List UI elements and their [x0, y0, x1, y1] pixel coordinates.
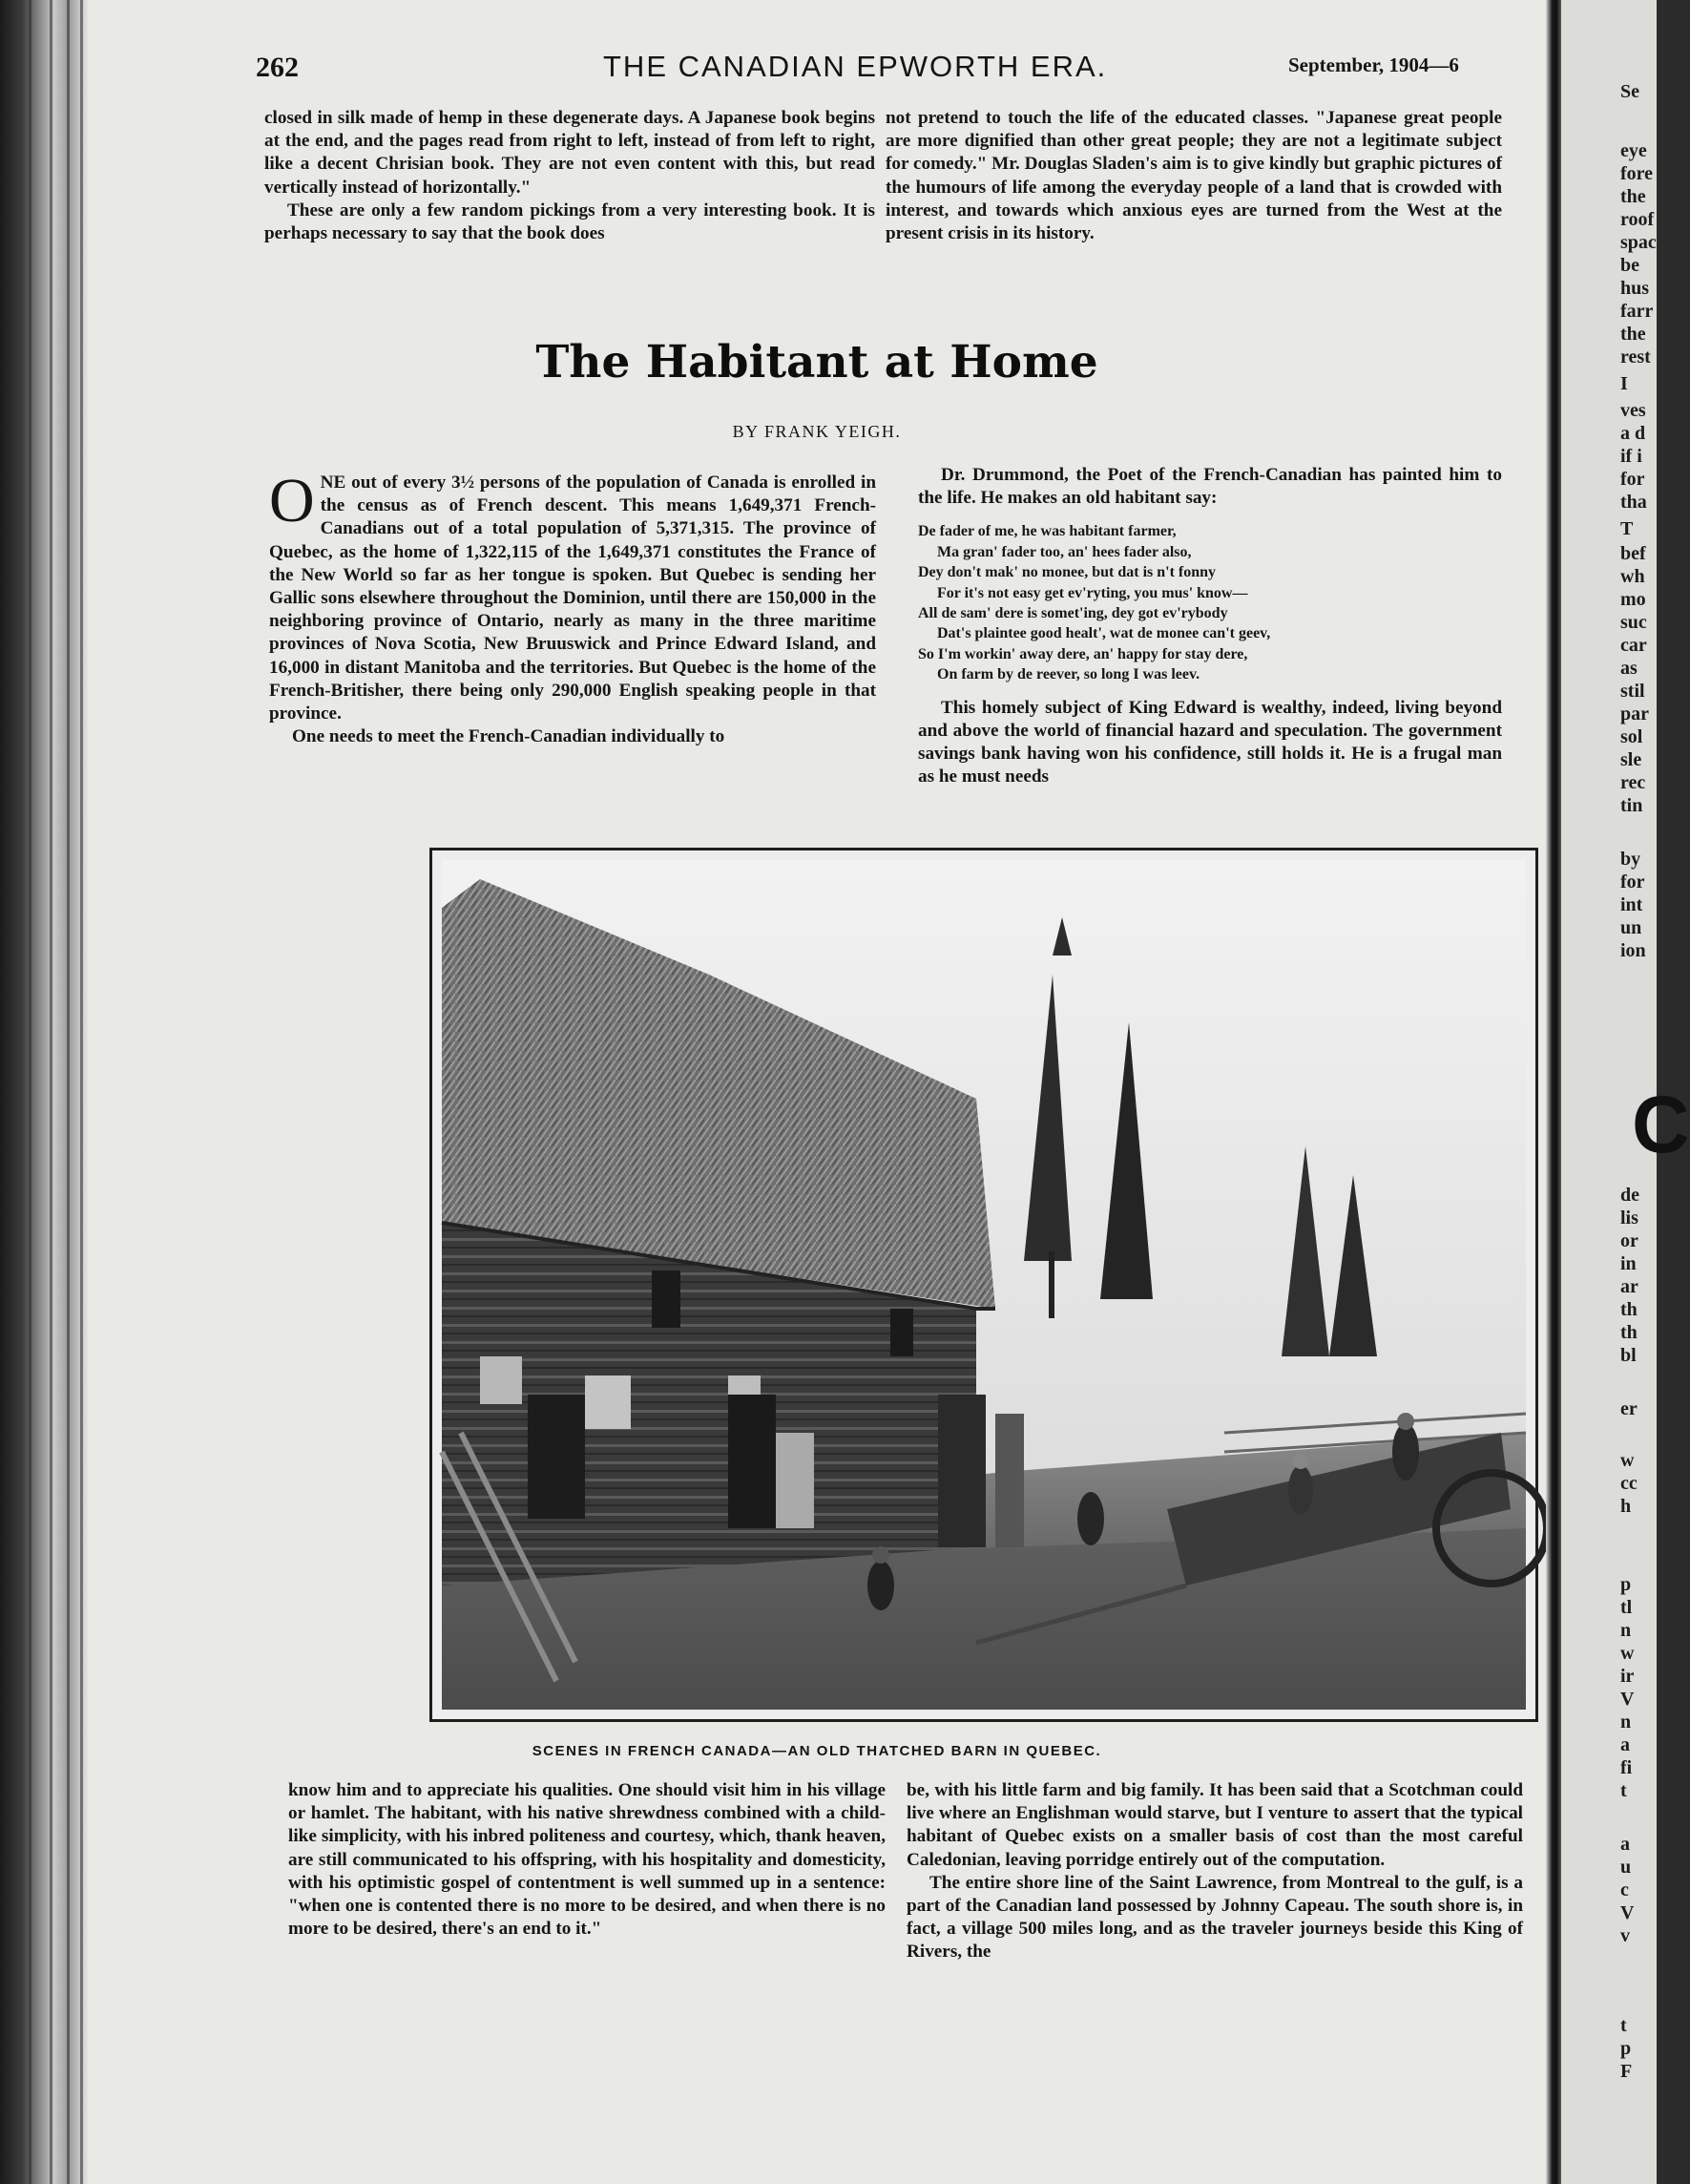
text-fragment: in [1620, 1253, 1637, 1274]
text-fragment: eye [1620, 140, 1647, 161]
text-fragment: u [1620, 1857, 1632, 1878]
intro-right-column [886, 107, 1502, 245]
paragraph: The entire shore line of the Saint Lawrence, from Montreal to the gulf, is a part of the Canadian land possessed by Johnny Capeau. The south shore is, in fact, a village 500 miles long, and as the traveler journeys beside this King of Rivers, the [907, 1872, 1523, 1963]
text-fragment: n [1620, 1712, 1632, 1732]
paragraph: NE out of every 3½ persons of the population of Canada is enrolled in the census as of French descent. This means 1,649,371 French-Canadians out of a total population of 5,371,315. The province of Quebec, as the home of 1,322,115 of the 1,649,371 constitutes the France of the New World so far as her tongue is spoken. But Quebec is sending her Gallic sons elsewhere throughout the Dominion, until there are 150,000 in the neighboring province of Ontario, nearly as many in the three maritime provinces of Nova Scotia, New Bruuswick and Prince Edward Island, and 16,000 in distant Manitoba and the territories. But Quebec is the home of the French-Britisher, there being only 290,000 English speaking people in that province. [269, 472, 876, 724]
article-bottom-left-column [288, 1779, 886, 1941]
text-fragment: farr [1620, 301, 1654, 322]
page-gutter [1546, 0, 1561, 2184]
paragraph: One needs to meet the French-Canadian individually to [292, 726, 725, 747]
text-fragment: a d [1620, 423, 1646, 444]
article-bottom-right-column [907, 1779, 1523, 1964]
paragraph: This homely subject of King Edward is wealthy, indeed, living beyond and above the world of financial hazard and speculation. The government savings bank having won his confidence, still holds it. He is a frugal man as he must needs [918, 697, 1502, 788]
verse-line: Dat's plaintee good healt', wat de monee can't geev, [937, 625, 1271, 642]
poem-verse [918, 521, 1502, 684]
text-fragment: v [1620, 1925, 1630, 1946]
text-fragment: h [1620, 1496, 1632, 1517]
text-fragment: int [1620, 894, 1643, 915]
text-fragment: Se [1620, 81, 1639, 102]
text-fragment: F [1620, 2061, 1633, 2082]
paragraph: be, with his little farm and big family. It has been said that a Scotchman could live where an Englishman would starve, but I venture to assert that the typical habitant of Quebec exists on a smaller basis of cost than the most careful Caledonian, leaving porridge entirely out of the computation. [907, 1780, 1523, 1870]
text-fragment: tin [1620, 795, 1643, 816]
photo-caption: SCENES IN FRENCH CANADA—AN OLD THATCHED BARN IN QUEBEC. [532, 1743, 1102, 1759]
verse-line: So I'm workin' away dere, an' happy for stay dere, [918, 645, 1248, 662]
publication-title: THE CANADIAN EPWORTH ERA. [603, 50, 1108, 83]
text-fragment: th [1620, 1322, 1638, 1343]
article-title: The Habitant at Home [535, 336, 1098, 388]
text-fragment: suc [1620, 612, 1647, 633]
text-fragment: I [1620, 373, 1628, 394]
paragraph: not pretend to touch the life of the educated classes. "Japanese great people are more dignified than other great people; they are not a legitimate subject for comedy." Mr. Douglas Sladen's aim is to give kindly but graphic pictures of the humours of life among the everyday people of a land that is crowded with interest, and towards which anxious eyes are turned from the West at the present crisis in its history. [886, 108, 1502, 244]
article-left-column [269, 466, 876, 748]
text-fragment: the [1620, 186, 1646, 207]
text-fragment: bef [1620, 543, 1646, 564]
text-fragment: for [1620, 469, 1645, 490]
text-fragment: p [1620, 2038, 1632, 2059]
adjacent-page-edge [1561, 0, 1690, 2184]
text-fragment: de [1620, 1185, 1639, 1206]
verse-line: All de sam' dere is somet'ing, dey got ev'rybody [918, 605, 1228, 622]
text-fragment: c [1620, 1880, 1629, 1900]
text-fragment: the [1620, 324, 1646, 345]
text-fragment: p [1620, 1574, 1632, 1595]
text-fragment: V [1620, 1689, 1635, 1710]
thatched-barn-photo [442, 860, 1526, 1710]
text-fragment: a [1620, 1734, 1630, 1755]
text-fragment: or [1620, 1230, 1638, 1251]
text-fragment: ir [1620, 1666, 1635, 1687]
text-fragment: par [1620, 704, 1649, 724]
issue-date: September, 1904—6 [1288, 53, 1459, 76]
paragraph: These are only a few random pickings from a very interesting book. It is perhaps necessary to say that the book does [264, 200, 875, 244]
text-fragment: V [1620, 1902, 1635, 1923]
paragraph: Dr. Drummond, the Poet of the French-Canadian has painted him to the life. He makes an old habitant say: [918, 465, 1502, 509]
verse-line: Dey don't mak' no monee, but dat is n't fonny [918, 564, 1217, 581]
text-fragment: car [1620, 635, 1647, 656]
text-fragment: t [1620, 2015, 1627, 2036]
text-fragment: stil [1620, 681, 1645, 702]
text-fragment: ion [1620, 940, 1646, 961]
large-initial: C [1632, 1080, 1690, 1169]
paragraph: know him and to appreciate his qualities. One should visit him in his village or hamlet. The habitant, with his native shrewdness combined with a child-like simplicity, with his inbred politeness and courtesy, which, thank heaven, are still communicated to his offspring, with his hospitality and domesticity, with his optimistic gospel of contentment is well summed up in a sentence: "when one is contented there is no more to be desired, and when there is no more to be desired, there's an end to it." [288, 1780, 886, 1940]
text-fragment: er [1620, 1398, 1638, 1419]
text-fragment: wh [1620, 566, 1645, 587]
text-fragment: fore [1620, 163, 1654, 184]
text-fragment: un [1620, 917, 1642, 938]
text-fragment: for [1620, 872, 1645, 892]
text-fragment: w [1620, 1643, 1635, 1664]
text-fragment: rest [1620, 346, 1651, 368]
photograph-frame [429, 848, 1538, 1722]
text-fragment: be [1620, 255, 1639, 276]
text-fragment: rec [1620, 772, 1646, 793]
text-fragment: sle [1620, 749, 1642, 770]
verse-line: De fader of me, he was habitant farmer, [918, 523, 1177, 540]
text-fragment: n [1620, 1620, 1632, 1641]
text-fragment: spac [1620, 232, 1657, 253]
text-fragment: lis [1620, 1208, 1638, 1228]
text-fragment: mo [1620, 589, 1646, 610]
text-fragment: T [1620, 518, 1634, 539]
text-fragment: roof [1620, 209, 1655, 230]
page-number: 262 [256, 52, 299, 83]
verse-line: On farm by de reever, so long I was leev. [937, 666, 1200, 683]
verse-line: For it's not easy get ev'ryting, you mus' know— [937, 584, 1248, 601]
paragraph: closed in silk made of hemp in these degenerate days. A Japanese book begins at the end, and the pages read from right to left, instead of from left to right, like a decent Chrisian book. They are not even content with this, but read vertically instead of horizontally." [264, 108, 875, 198]
text-fragment: ves [1620, 400, 1646, 421]
text-fragment: t [1620, 1780, 1627, 1801]
text-fragment: a [1620, 1834, 1630, 1855]
text-fragment: sol [1620, 726, 1643, 747]
text-fragment: tl [1620, 1597, 1633, 1618]
text-fragment: th [1620, 1299, 1638, 1320]
intro-left-column [264, 107, 875, 245]
text-fragment: fi [1620, 1757, 1633, 1778]
article-right-column [918, 464, 1502, 788]
book-binding [0, 0, 88, 2184]
drop-cap: O [269, 466, 315, 536]
byline: BY FRANK YEIGH. [732, 422, 902, 441]
text-fragment: as [1620, 658, 1638, 679]
text-fragment: w [1620, 1450, 1635, 1471]
scanned-page [88, 0, 1546, 2184]
text-fragment: hus [1620, 278, 1650, 299]
text-fragment: ar [1620, 1276, 1638, 1297]
text-fragment: cc [1620, 1473, 1638, 1494]
text-fragment: by [1620, 849, 1641, 870]
text-fragment: bl [1620, 1345, 1637, 1366]
text-fragment: if i [1620, 446, 1642, 467]
page-header [88, 44, 1546, 92]
verse-line: Ma gran' fader too, an' hees fader also, [937, 543, 1192, 560]
text-fragment: tha [1620, 492, 1647, 513]
